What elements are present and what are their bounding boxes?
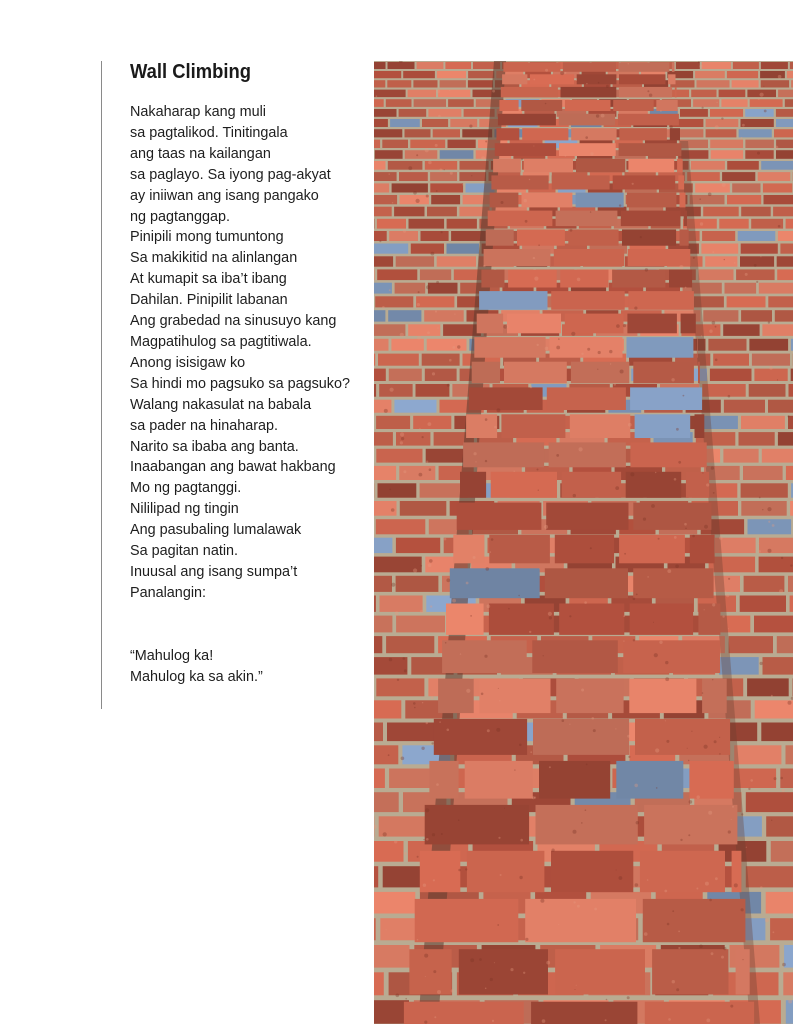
poem-line: sa paglayo. Sa iyong pag-akyat xyxy=(130,166,331,183)
poem-line: Nililipad ng tingin xyxy=(130,501,239,518)
poem-line: ang taas na kailangan xyxy=(130,145,271,162)
poem-column xyxy=(130,58,370,688)
poem-line: Mahulog ka sa akin.” xyxy=(130,668,263,685)
poem-line: Sa makikitid na alinlangan xyxy=(130,250,298,267)
poem-line: Walang nakasulat na babala xyxy=(130,396,312,413)
poem-line: Sa hindi mo pagsuko sa pagsuko? xyxy=(130,375,351,392)
brick-wall-image xyxy=(374,61,793,1024)
poem-line: Pinipili mong tumuntong xyxy=(130,229,284,246)
poem-line: Inaabangan ang bawat hakbang xyxy=(130,459,336,476)
poem-line: Inuusal ang isang sumpa’t xyxy=(130,563,298,580)
poem-title: Wall Climbing xyxy=(130,61,251,83)
poem-line: Ang grabedad na sinusuyo kang xyxy=(130,313,337,330)
poem-line: ng pagtanggap. xyxy=(130,208,231,225)
poem-line: Nakaharap kang muli xyxy=(130,104,266,120)
poem-line: sa pader na hinaharap. xyxy=(130,417,279,434)
poem-line: Ang pasubaling lumalawak xyxy=(130,522,302,539)
poem-line: At kumapit sa iba’t ibang xyxy=(130,271,287,288)
poem-line: Panalangin: xyxy=(130,584,207,601)
vertical-divider-rule xyxy=(101,61,102,709)
poem-line: sa pagtalikod. Tinitingala xyxy=(130,124,288,141)
brick-wall-photo xyxy=(374,61,793,1024)
poem-line: ay iniiwan ang isang pangako xyxy=(130,187,319,204)
poem-line: “Mahulog ka! xyxy=(130,647,214,664)
poem-stanza-2 xyxy=(130,646,370,688)
poem-line: Dahilan. Pinipilit labanan xyxy=(130,292,288,309)
poem-stanza-1 xyxy=(130,102,370,604)
poem-line: Mo ng pagtanggi. xyxy=(130,480,242,497)
poem-line: Narito sa ibaba ang banta. xyxy=(130,438,299,455)
poem-line: Magpatihulog sa pagtitiwala. xyxy=(130,333,312,350)
poem-line: Sa pagitan natin. xyxy=(130,543,239,560)
poem-line: Anong isisigaw ko xyxy=(130,354,246,371)
